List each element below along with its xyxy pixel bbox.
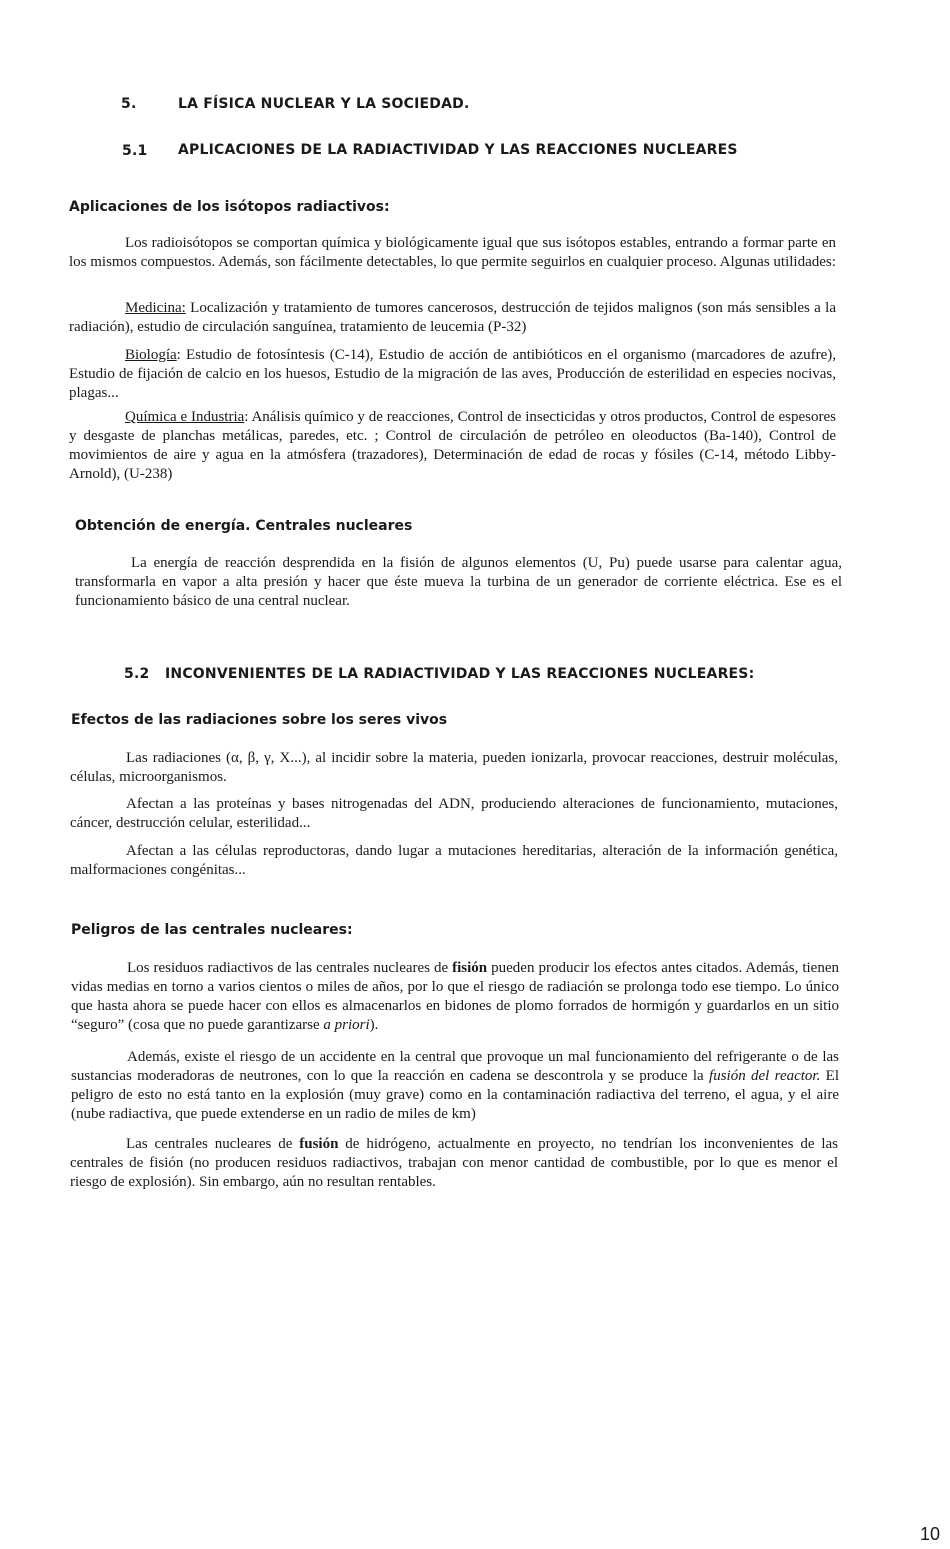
section-5-2-title: INCONVENIENTES DE LA RADIACTIVIDAD Y LAS REACCIONES NUCLEARES: xyxy=(165,666,755,682)
efectos-paragraph-2: Afectan a las proteínas y bases nitrogenadas del ADN, produciendo alteraciones de funcionamiento, mutaciones, cáncer, destrucción celular, esterilidad... xyxy=(70,796,838,831)
page-number: 10 xyxy=(920,1524,941,1544)
section-5-title: LA FÍSICA NUCLEAR Y LA SOCIEDAD. xyxy=(178,96,470,112)
peligros-p3-text-a: Las centrales nucleares de xyxy=(126,1136,300,1152)
peligros-paragraph-1 xyxy=(71,959,839,1035)
peligros-paragraph-2 xyxy=(71,1048,839,1124)
peligros-p1-bold: fisión xyxy=(452,960,488,976)
section-5-1-title: APLICACIONES DE LA RADIACTIVIDAD Y LAS REACCIONES NUCLEARES xyxy=(178,142,738,158)
peligros-p1-text-b: pueden producir los efectos antes citados. Además, tienen vidas medias en torno a varios cientos o miles de años, por lo que el riesgo de radiación se prolonga todo ese tiempo. Lo único que hasta ahora se puede hacer con ellos es almacenarlos en bidones de plomo forrados de hormigón y guardarlos en un sitio “seguro” (cosa que no puede garantizarse xyxy=(71,960,839,1033)
energia-text: La energía de reacción desprendida en la fisión de algunos elementos (U, Pu) puede usarse para calentar agua, transformarla en vapor a alta presión y hacer que éste mueva la turbina de un generador de corriente eléctrica. Ese es el funcionamiento básico de una central nuclear. xyxy=(75,555,842,609)
energia-heading: Obtención de energía. Centrales nucleares xyxy=(75,518,413,534)
peligros-p1-text-c: ). xyxy=(369,1017,379,1033)
peligros-p2-italic: fusión del reactor. xyxy=(709,1068,821,1084)
isotopos-heading: Aplicaciones de los isótopos radiactivos: xyxy=(69,199,390,215)
medicina-paragraph xyxy=(69,299,836,337)
efectos-paragraph-1: Las radiaciones (α, β, γ, X...), al incidir sobre la materia, pueden ionizarla, provocar reacciones, destruir moléculas, células, microorganismos. xyxy=(70,750,838,785)
peligros-paragraph-3 xyxy=(70,1135,838,1192)
peligros-p2-text-a: Además, existe el riesgo de un accidente en la central que provoque un mal funcionamiento del refrigerante o de las sustancias moderadoras de neutrones, con lo que la reacción en cadena se descontrola y se produce la xyxy=(71,1049,839,1084)
peligros-p2-text-b: El peligro de esto no está tanto en la explosión (muy grave) como en la contaminación radiactiva del terreno, el agua, y el aire (nube radiactiva, que puede extenderse en un radio de miles de km) xyxy=(71,1068,840,1122)
medicina-label: Medicina: xyxy=(125,300,186,316)
peligros-p1-italic: a priori xyxy=(323,1017,370,1033)
peligros-p1-text-a: Los residuos radiactivos de las centrales nucleares de xyxy=(127,960,453,976)
biologia-text: : Estudio de fotosíntesis (C-14), Estudio de acción de antibióticos en el organismo (marcadores de azufre), Estudio de fijación de calcio en los huesos, Estudio de la migración de las aves, Producción de esterilidad en especies nocivas, plagas... xyxy=(69,347,836,401)
quimica-paragraph xyxy=(69,408,836,484)
quimica-text: : Análisis químico y de reacciones, Control de insecticidas y otros productos, Control de espesores y desgaste de planchas metálicas, paredes, etc. ; Control de circulación de petróleo en oleoductos (Ba-140), Control de movimientos de aire y agua en la atmósfera (trazadores), Determinación de edad de rocas y fósiles (C-14, método Libby-Arnold), (U-238) xyxy=(69,409,836,482)
section-5-2-number: 5.2 xyxy=(124,666,150,682)
section-5-number: 5. xyxy=(121,96,137,112)
peligros-p3-text-b: de hidrógeno, actualmente en proyecto, no tendrían los inconvenientes de las centrales de fisión (no producen residuos radiactivos, trabajan con menor cantidad de combustible, por lo que es menor el riesgo de explosión). Sin embargo, aún no resultan rentables. xyxy=(70,1136,839,1190)
isotopos-intro: Los radioisótopos se comportan química y biológicamente igual que sus isótopos estables, entrando a formar parte en los mismos compuestos. Además, son fácilmente detectables, lo que permite seguirlos en cualquier proceso. Algunas utilidades: xyxy=(69,235,836,270)
biologia-label: Biología xyxy=(125,347,177,363)
peligros-heading: Peligros de las centrales nucleares: xyxy=(71,922,353,938)
efectos-heading: Efectos de las radiaciones sobre los seres vivos xyxy=(71,712,448,728)
biologia-paragraph xyxy=(69,346,836,403)
section-5-1-number: 5.1 xyxy=(122,143,148,159)
medicina-text: Localización y tratamiento de tumores cancerosos, destrucción de tejidos malignos (son más sensibles a la radiación), estudio de circulación sanguínea, tratamiento de leucemia (P-32) xyxy=(69,300,836,335)
quimica-label: Química e Industria xyxy=(125,409,245,425)
efectos-paragraph-3: Afectan a las células reproductoras, dando lugar a mutaciones hereditarias, alteración de la información genética, malformaciones congénitas... xyxy=(70,843,838,878)
peligros-p3-bold: fusión xyxy=(299,1136,339,1152)
